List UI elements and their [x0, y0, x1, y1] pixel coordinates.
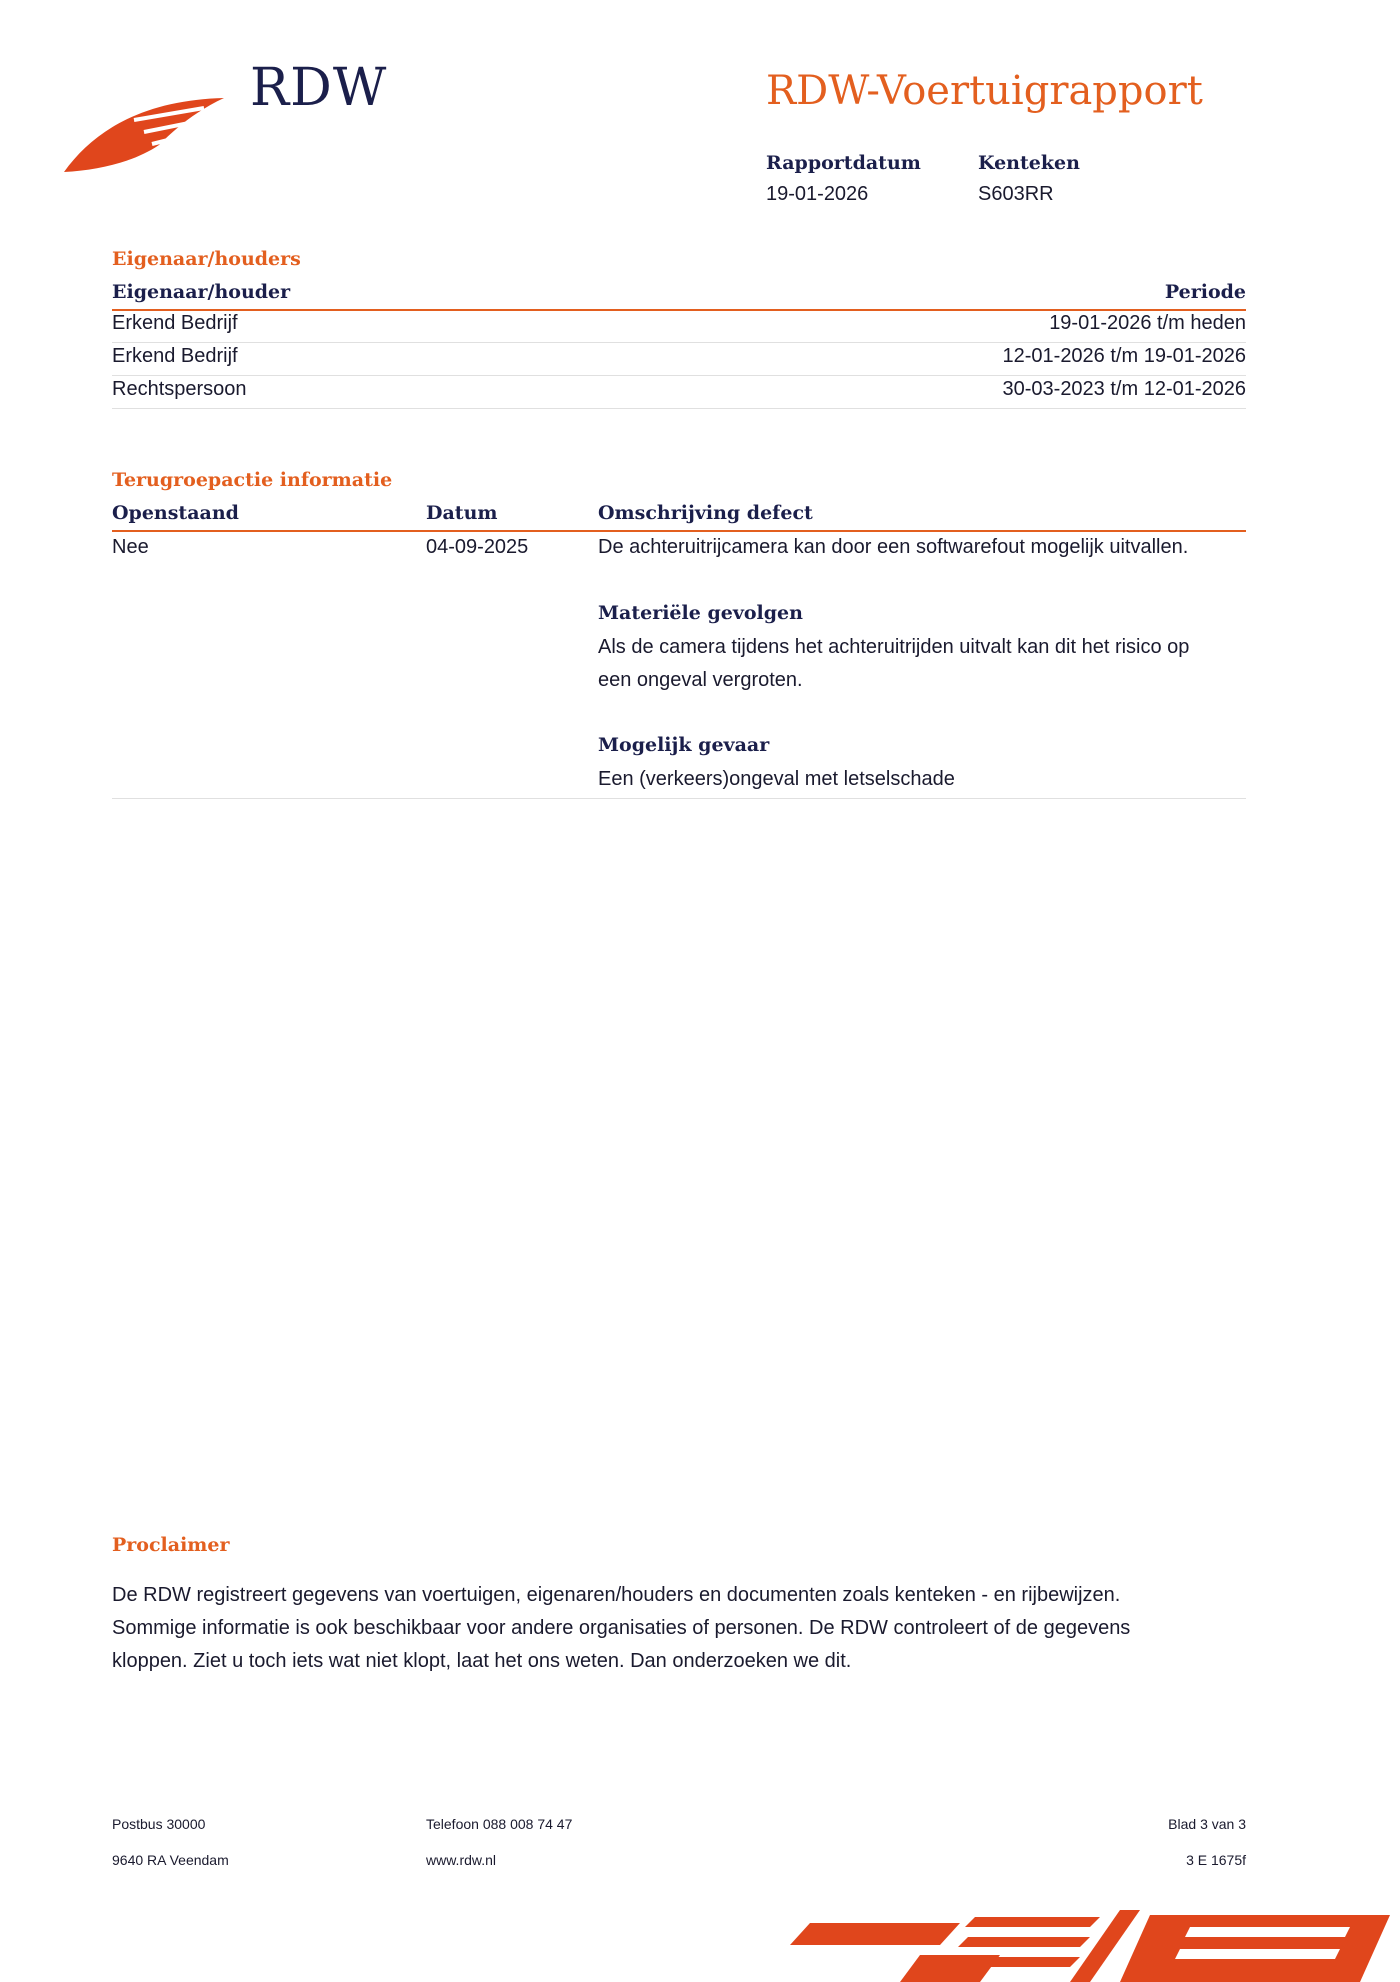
rdw-logo-icon	[64, 90, 234, 180]
kenteken-value: S603RR	[978, 183, 1054, 205]
material-title: Materiële gevolgen	[598, 602, 803, 624]
owners-header-rule	[112, 309, 1246, 311]
recall-col-desc: Omschrijving defect	[598, 502, 813, 524]
recall-date: 04-09-2025	[426, 536, 529, 558]
owners-row-3-owner: Rechtspersoon	[112, 378, 247, 400]
material-line-1: Als de camera tijdens het achteruitrijden uitvalt kan dit het risico op	[598, 636, 1190, 658]
recall-header-rule	[112, 530, 1246, 532]
owners-col-period: Periode	[1164, 281, 1246, 303]
footer-web[interactable]: www.rdw.nl	[426, 1852, 497, 1868]
proclaimer-title: Proclaimer	[112, 1534, 230, 1556]
owners-row-divider	[112, 342, 1246, 343]
kenteken-label: Kenteken	[978, 152, 1080, 174]
owners-row-1-owner: Erkend Bedrijf	[112, 312, 238, 334]
owners-section-title: Eigenaar/houders	[112, 248, 301, 270]
decorative-stripes-icon	[790, 1905, 1400, 1982]
material-line-2: een ongeval vergroten.	[598, 669, 803, 691]
recall-end-rule	[112, 798, 1246, 799]
recall-col-date: Datum	[426, 502, 498, 524]
owners-row-2-owner: Erkend Bedrijf	[112, 345, 238, 367]
footer-city: 9640 RA Veendam	[112, 1852, 229, 1868]
recall-open: Nee	[112, 536, 149, 558]
danger-title: Mogelijk gevaar	[598, 734, 770, 756]
owners-row-3-period: 30-03-2023 t/m 12-01-2026	[1002, 378, 1246, 400]
recall-col-open: Openstaand	[112, 502, 239, 524]
footer-phone: Telefoon 088 008 74 47	[426, 1816, 573, 1832]
owners-row-divider	[112, 375, 1246, 376]
recall-section-title: Terugroepactie informatie	[112, 469, 393, 491]
recall-desc: De achteruitrijcamera kan door een softwarefout mogelijk uitvallen.	[598, 536, 1189, 558]
rapportdatum-value: 19-01-2026	[766, 183, 869, 205]
proclaimer-line-3: kloppen. Ziet u toch iets wat niet klopt, laat het ons weten. Dan onderzoeken we dit.	[112, 1650, 852, 1672]
footer-page-number: Blad 3 van 3	[1168, 1816, 1246, 1832]
owners-row-1-period: 19-01-2026 t/m heden	[1049, 312, 1246, 334]
owners-col-owner: Eigenaar/houder	[112, 281, 291, 303]
logo-text: RDW	[250, 58, 388, 118]
owners-row-divider	[112, 408, 1246, 409]
proclaimer-line-2: Sommige informatie is ook beschikbaar voor andere organisaties of personen. De RDW controleert of de gegevens	[112, 1617, 1131, 1639]
footer-postbus: Postbus 30000	[112, 1816, 206, 1832]
owners-row-2-period: 12-01-2026 t/m 19-01-2026	[1002, 345, 1246, 367]
proclaimer-line-1: De RDW registreert gegevens van voertuigen, eigenaren/houders en documenten zoals kenteken - en rijbewijzen.	[112, 1584, 1121, 1606]
rapportdatum-label: Rapportdatum	[766, 152, 921, 174]
report-title: RDW-Voertuigrapport	[766, 68, 1203, 114]
footer-code: 3 E 1675f	[1186, 1852, 1246, 1868]
danger-text: Een (verkeers)ongeval met letselschade	[598, 768, 955, 790]
